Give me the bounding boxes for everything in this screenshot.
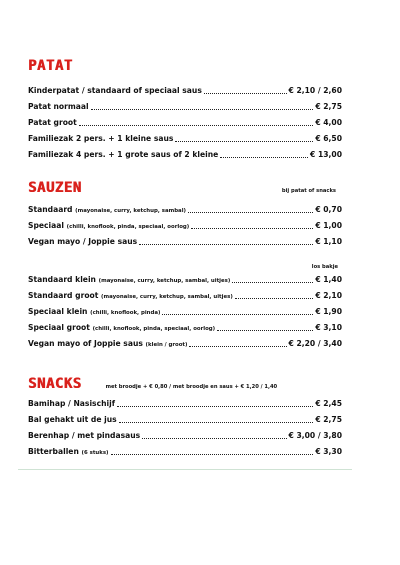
dot-leader [111, 453, 314, 455]
item-name: Bamihap / Nasischijf [28, 399, 115, 408]
item-name: Speciaal groot [28, 323, 90, 332]
item-name: Bitterballen [28, 447, 79, 456]
item-description: (6 stuks) [81, 450, 109, 456]
item-description: (mayonaise, curry, ketchup, sambal, uitjes) [101, 294, 233, 300]
sauzen-note-bakje: los bakje [311, 264, 338, 270]
menu-item-row [28, 99, 342, 115]
item-price: € 6,50 [315, 134, 342, 143]
item-description: (chilli, knoflook, pinda, speciaal, oorlog) [66, 224, 190, 230]
menu-item-row [28, 272, 342, 288]
snacks-title: SNACKS [28, 376, 82, 392]
item-price: € 3,10 [315, 323, 342, 332]
dot-leader [189, 345, 286, 347]
dot-leader [79, 124, 314, 126]
menu-item-row [28, 396, 342, 412]
bottom-divider [18, 469, 352, 470]
dot-leader [204, 92, 287, 94]
menu-item-row [28, 131, 342, 147]
dot-leader [142, 437, 286, 439]
dot-leader [117, 405, 313, 407]
menu-item-row [28, 234, 342, 250]
item-description: (chilli, knoflook, pinda) [90, 310, 161, 316]
item-name: Berenhap / met pindasaus [28, 431, 141, 440]
item-price: € 1,10 [315, 237, 342, 246]
dot-leader [162, 313, 313, 315]
snacks-list [28, 396, 342, 460]
dot-leader [235, 297, 314, 299]
item-name: Kinderpatat / standaard of speciaal saus [28, 86, 202, 95]
item-price: € 2,45 [315, 399, 342, 408]
item-price: € 13,00 [310, 150, 342, 159]
item-name: Standaard groot [28, 291, 99, 300]
patat-section [28, 58, 342, 163]
sauzen-note-snacks: bij patat of snacks [281, 188, 336, 194]
item-name: Familiezak 2 pers. + 1 kleine saus [28, 134, 174, 143]
item-name: Vegan mayo / Joppie saus [28, 237, 138, 246]
sauzen-title: SAUZEN [28, 180, 82, 196]
dot-leader [175, 140, 313, 142]
dot-leader [191, 227, 313, 229]
dot-leader [119, 421, 314, 423]
patat-title: PATAT [28, 58, 73, 74]
sauzen-section [28, 180, 342, 352]
menu-item-row [28, 412, 342, 428]
item-price: € 4,00 [315, 118, 342, 127]
item-name: Speciaal [28, 221, 65, 230]
snacks-section [28, 376, 342, 460]
dot-leader [220, 156, 308, 158]
item-name: Patat groot [28, 118, 77, 127]
menu-item-row [28, 115, 342, 131]
dot-leader [139, 243, 313, 245]
menu-item-row [28, 83, 342, 99]
dot-leader [217, 329, 313, 331]
item-name: Standaard [28, 205, 73, 214]
item-price: € 2,10 [315, 291, 342, 300]
menu-item-row [28, 320, 342, 336]
item-price: € 3,00 / 3,80 [288, 431, 342, 440]
snacks-note: met broodje + € 0,80 / met broodje en saus + € 1,20 / 1,40 [105, 384, 278, 390]
item-description: (mayonaise, curry, ketchup, sambal, uitjes) [98, 278, 231, 284]
menu-item-row [28, 218, 342, 234]
patat-list [28, 83, 342, 163]
menu-item-row [28, 336, 342, 352]
item-name: Vegan mayo of Joppie saus [28, 339, 143, 348]
dot-leader [91, 108, 314, 110]
item-name: Speciaal klein [28, 307, 88, 316]
item-description: (klein / groot) [145, 342, 188, 348]
item-name: Familiezak 4 pers. + 1 grote saus of 2 kleine [28, 150, 219, 159]
item-price: € 1,40 [315, 275, 342, 284]
item-description: (mayonaise, curry, ketchup, sambal) [75, 208, 187, 214]
menu-item-row [28, 304, 342, 320]
item-description: (chilli, knoflook, pinda, speciaal, oorlog) [92, 326, 216, 332]
item-price: € 2,10 / 2,60 [288, 86, 342, 95]
item-price: € 2,20 / 3,40 [288, 339, 342, 348]
dot-leader [232, 281, 313, 283]
dot-leader [188, 211, 313, 213]
item-price: € 1,00 [315, 221, 342, 230]
item-price: € 2,75 [315, 102, 342, 111]
item-price: € 0,70 [315, 205, 342, 214]
item-price: € 1,90 [315, 307, 342, 316]
item-name: Patat normaal [28, 102, 89, 111]
sauzen-list-2 [28, 272, 342, 352]
menu-item-row [28, 288, 342, 304]
menu-item-row [28, 202, 342, 218]
item-name: Bal gehakt uit de jus [28, 415, 117, 424]
menu-item-row [28, 428, 342, 444]
menu-item-row [28, 444, 342, 460]
item-price: € 2,75 [315, 415, 342, 424]
item-price: € 3,30 [315, 447, 342, 456]
item-name: Standaard klein [28, 275, 96, 284]
menu-item-row [28, 147, 342, 163]
sauzen-list-1 [28, 202, 342, 250]
